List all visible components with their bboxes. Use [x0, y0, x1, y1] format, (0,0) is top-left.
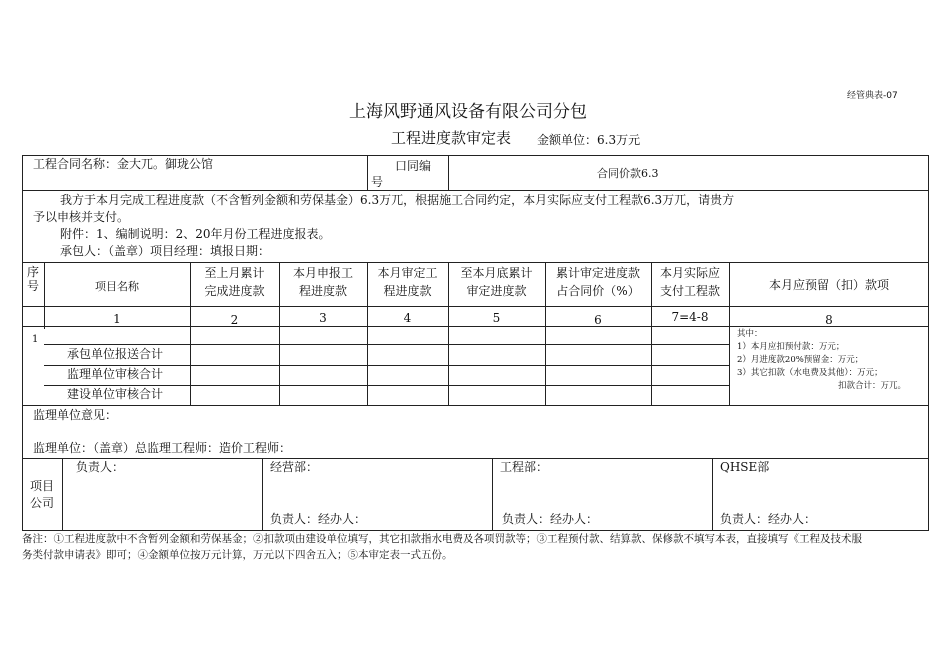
deduction-total: 扣款合计：万兀。: [838, 381, 907, 391]
project-company-label-2: 公司: [30, 496, 55, 510]
col-header-month-declared-2: 程进度款: [298, 284, 347, 298]
col-number: 5: [492, 311, 501, 325]
qhse-dept-sign: 负责人：经办人：: [720, 512, 817, 526]
row-owner-total: 建设单位审核合计: [67, 387, 164, 401]
divider: [22, 306, 929, 307]
divider: [22, 262, 929, 263]
amount-unit: 金额单位：6.3万元: [537, 133, 641, 147]
divider: [448, 155, 449, 190]
col-header-month-declared: 本月申报工: [292, 266, 353, 280]
divider: [22, 190, 929, 191]
divider: [367, 155, 368, 190]
col-number: 7=4-8: [671, 310, 709, 324]
form-code: 经管典表-07: [847, 91, 898, 101]
business-dept-sign: 负责人：经办人：: [270, 512, 367, 526]
attachments-line: 附件：1、编制说明：2、20年月份工程进度报表。: [60, 227, 331, 241]
project-company-label: 项目: [30, 479, 55, 493]
form-title: 工程进度款审定表: [391, 129, 512, 147]
divider: [44, 344, 729, 345]
col-divider: [62, 458, 63, 531]
col-divider: [262, 458, 263, 531]
divider: [22, 326, 929, 327]
col-header-month-approved-2: 程进度款: [383, 284, 432, 298]
row-seq: 1: [32, 334, 39, 345]
supervision-opinion: 监理单位意见：: [33, 408, 118, 422]
col-number: 6: [594, 313, 602, 327]
divider: [44, 365, 729, 366]
col-divider: [712, 458, 713, 531]
col-header-actual-payable-2: 支付工程款: [659, 284, 720, 298]
col-header-contract-ratio-2: 占合同价（%）: [556, 284, 640, 298]
col-divider: [492, 458, 493, 531]
engineering-dept-sign: 负责人：经办人：: [502, 512, 599, 526]
contract-no-label-2: 号: [371, 175, 384, 189]
col-header-prev-cumulative-2: 完成进度款: [204, 284, 265, 298]
col-header-seq-a: 序: [26, 265, 39, 279]
col-number: 8: [825, 313, 833, 327]
col-number: 1: [113, 312, 121, 326]
col-header-month-approved: 本月审定工: [377, 266, 438, 280]
divider: [44, 385, 729, 386]
project-manager-label: 负责人：: [76, 460, 125, 474]
col-header-seq-b: 号: [26, 279, 39, 293]
notes-line-2: 务类付款申请表》即可；④金额单位按万元计算，万元以下四舍五入；⑤本审定表一式五份。: [22, 549, 453, 561]
col-divider: [367, 262, 368, 405]
col-header-cumulative-approved-2: 审定进度款: [466, 284, 527, 298]
qhse-dept-label: QHSE部: [720, 460, 770, 474]
company-name: 上海风野通风设备有限公司分包: [349, 102, 587, 122]
statement-line-2: 予以申核并支付。: [33, 210, 130, 224]
deductions-head: 其中：: [737, 329, 763, 339]
col-divider: [279, 262, 280, 405]
divider: [22, 405, 929, 406]
col-divider: [651, 262, 652, 405]
contractor-sign-line: 承包人：（盖章）项目经理：填报日期：: [60, 244, 271, 258]
divider: [22, 458, 929, 459]
col-divider: [190, 262, 191, 405]
notes-line-1: 备注：①工程进度款中不含暂列金额和劳保基金；②扣款项由建设单位填写，其它扣款指水电费及各项罚款等；③工程预付款、结算款、保修款不填写本表，直接填写《工程及技术服: [22, 533, 862, 545]
col-number: 3: [319, 311, 327, 325]
row-supervisor-total: 监理单位审核合计: [67, 367, 164, 381]
col-number: 2: [230, 313, 239, 327]
col-header-item-name: 项目名称: [95, 280, 139, 293]
col-divider: [448, 262, 449, 405]
col-number: 4: [403, 311, 412, 325]
col-divider: [545, 262, 546, 405]
deduction-other: 3）其它扣款（水电费及其他）：万元；: [737, 368, 883, 378]
deduction-retention: 2）月进度款20%预留金：万元；: [737, 355, 864, 365]
contract-no-label: 口同编: [395, 159, 432, 173]
col-header-contract-ratio: 累计审定进度款: [555, 266, 640, 280]
col-header-deductions: 本月应预留（扣）款项: [768, 278, 889, 292]
row-contractor-total: 承包单位报送合计: [67, 347, 164, 361]
statement-line-1: 我方于本月完成工程进度款（不含暂列金额和劳保基金）6.3万兀，根据施工合同约定，本月实际应支付工程款6.3万兀，请贵方: [60, 193, 735, 207]
deduction-prepayment: 1）本月应扣预付款：万元；: [737, 342, 845, 352]
supervision-sign-line: 监理单位：（盖章）总监理工程师：造价工程师：: [33, 441, 292, 455]
engineering-dept-label: 工程部：: [500, 460, 549, 474]
col-header-prev-cumulative: 至上月累计: [204, 266, 265, 280]
business-dept-label: 经营部：: [270, 460, 319, 474]
contract-name: 工程合同名称：金大兀。御珑公馆: [33, 157, 214, 171]
contract-price: 合同价款6.3: [597, 167, 659, 180]
col-header-actual-payable: 本月实际应: [659, 266, 720, 280]
col-header-cumulative-approved: 至本月底累计: [460, 266, 533, 280]
